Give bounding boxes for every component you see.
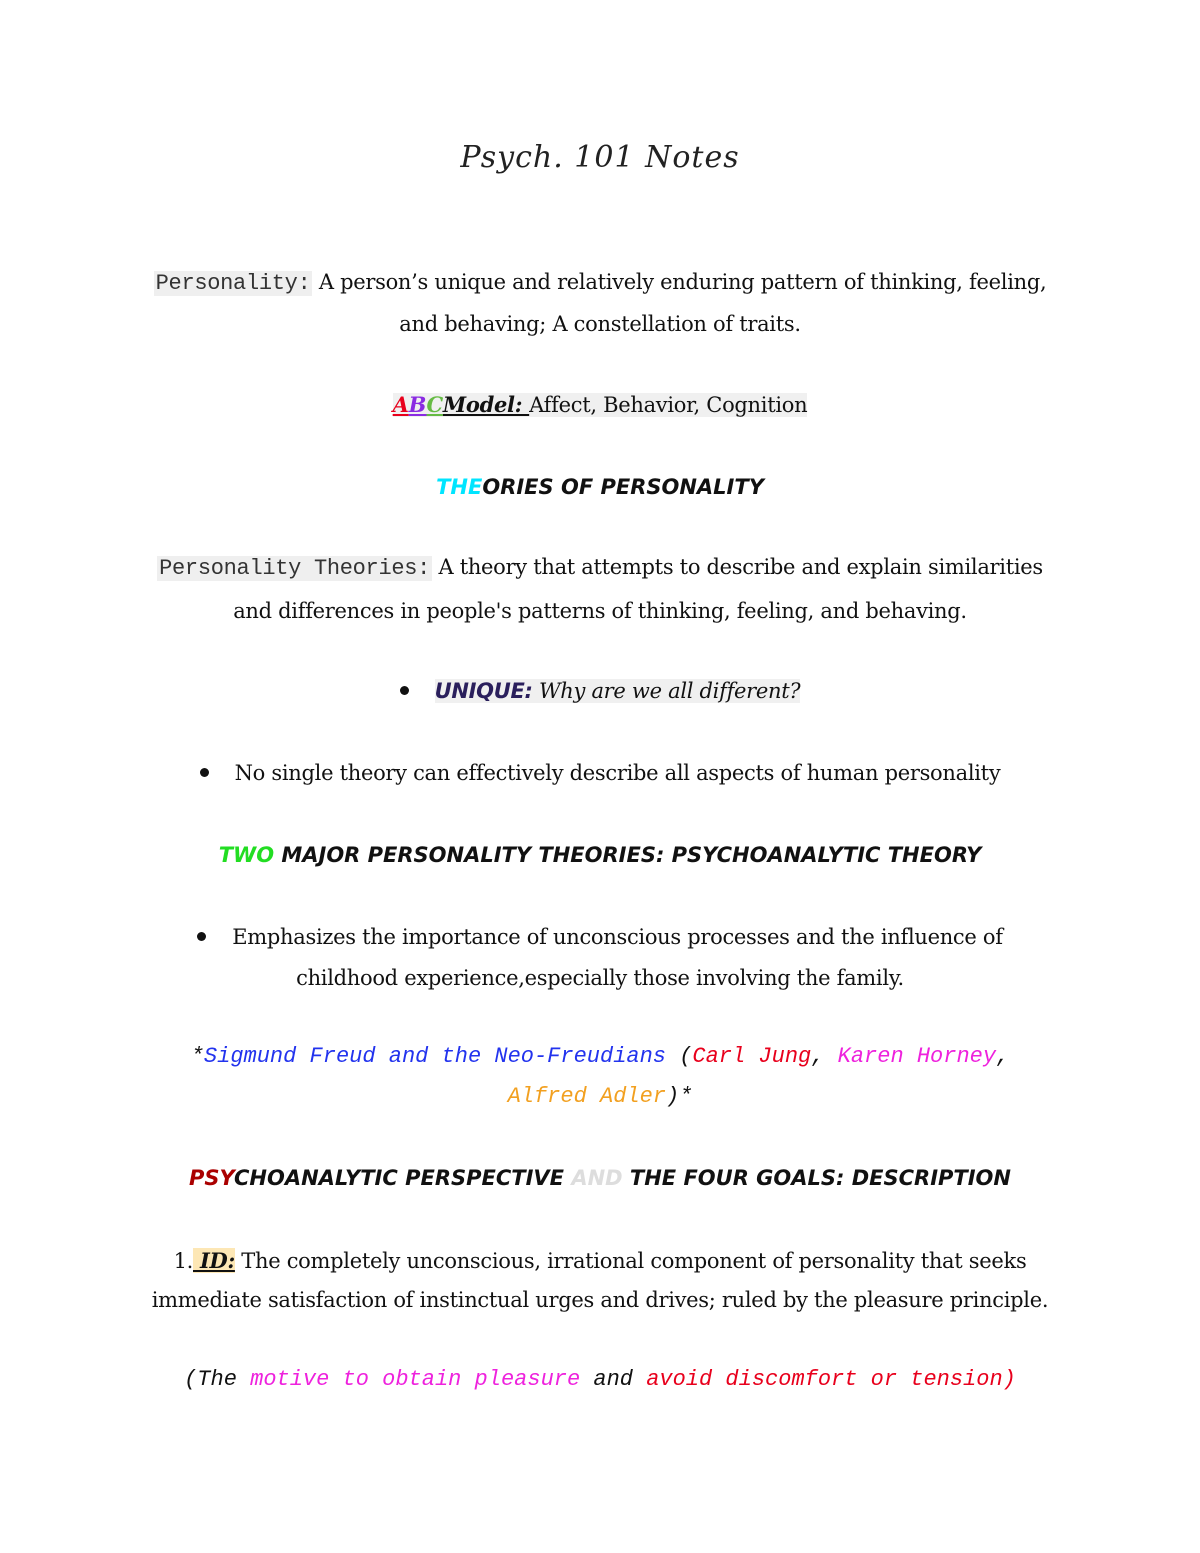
- freud-line1: [0, 1044, 1200, 1069]
- personality-theories-line1: [0, 555, 1200, 581]
- personality-theories-def1: A theory that attempts to describe and explain similarities: [432, 555, 1043, 579]
- two-major-two: TWO: [218, 843, 275, 867]
- personality-theories-line2: and differences in people's patterns of thinking, feeling, and behaving.: [233, 599, 967, 623]
- two-major-rest: MAJOR PERSONALITY THEORIES: PSYCHOANALYTIC THEORY: [274, 843, 982, 867]
- motive-pleasure: motive to obtain pleasure: [250, 1367, 581, 1392]
- abc-a: A: [392, 392, 409, 417]
- abc-c: C: [426, 392, 443, 417]
- psychoanalytic-heading: [0, 1166, 1200, 1190]
- freud-star-open: *: [190, 1044, 204, 1069]
- bullet-no-single: [0, 761, 1200, 785]
- id-label: ID:: [193, 1248, 235, 1273]
- freud-line2: [0, 1084, 1200, 1109]
- personality-definition-line1: [0, 270, 1200, 296]
- unique-text: Why are we all different?: [532, 679, 801, 703]
- two-major-heading: [0, 843, 1200, 867]
- page-title: Psych. 101 Notes: [460, 140, 740, 175]
- id-text1: The completely unconscious, irrational component of personality that seeks: [234, 1249, 1027, 1273]
- freud-close: )*: [666, 1084, 693, 1109]
- theories-heading-rest: ORIES OF PERSONALITY: [482, 475, 764, 499]
- personality-term: Personality:: [155, 271, 311, 296]
- no-single-text: No single theory can effectively describe all aspects of human personality: [234, 761, 1001, 785]
- bullet-unique: [0, 679, 1200, 703]
- id-line1: [0, 1248, 1200, 1273]
- bullet-dot: [200, 768, 209, 777]
- abc-model-rest: Affect, Behavior, Cognition: [529, 393, 808, 417]
- motive-and: and: [580, 1367, 647, 1392]
- psy-heading-and: AND: [571, 1166, 623, 1190]
- bullet-dot: [400, 686, 409, 695]
- bullet-emphasizes-line1: [0, 925, 1200, 949]
- emphasizes-text1: Emphasizes the importance of unconscious processes and the influence of: [232, 925, 1003, 949]
- freud-jung: Carl Jung: [692, 1044, 812, 1069]
- id-number: 1.: [173, 1249, 193, 1273]
- freud-paren-open: (: [666, 1044, 693, 1069]
- abc-model-line: [0, 392, 1200, 417]
- motive-avoid: avoid discomfort or tension: [646, 1367, 1003, 1392]
- unique-label: UNIQUE:: [434, 679, 533, 703]
- freud-comma2: ,: [996, 1044, 1010, 1069]
- abc-model-label: Model:: [442, 392, 530, 417]
- motive-open: (The: [184, 1367, 251, 1392]
- personality-def-text1: A person’s unique and relatively enduring pattern of thinking, feeling,: [312, 270, 1047, 294]
- psy-heading-rest2: THE FOUR GOALS: DESCRIPTION: [622, 1166, 1011, 1190]
- emphasizes-line2: childhood experience,especially those involving the family.: [296, 966, 904, 990]
- id-line2: immediate satisfaction of instinctual urges and drives; ruled by the pleasure principle.: [151, 1288, 1049, 1312]
- abc-model-highlight: [393, 393, 808, 417]
- motive-close: ): [1002, 1367, 1016, 1392]
- abc-b: B: [408, 392, 427, 417]
- motive-line: [0, 1367, 1200, 1392]
- freud-comma1: ,: [811, 1044, 838, 1069]
- personality-definition-line2: and behaving; A constellation of traits.: [399, 312, 801, 336]
- bullet-dot: [197, 932, 206, 941]
- freud-sigmund: Sigmund Freud and the Neo-Freudians: [203, 1044, 666, 1069]
- personality-theories-term: Personality Theories:: [159, 556, 431, 581]
- theories-heading-the: THE: [436, 475, 483, 499]
- freud-horney: Karen Horney: [837, 1044, 997, 1069]
- theories-heading: [0, 475, 1200, 499]
- psy-heading-psy: PSY: [189, 1166, 234, 1190]
- freud-adler: Alfred Adler: [507, 1084, 667, 1109]
- psy-heading-rest1: CHOANALYTIC PERSPECTIVE: [233, 1166, 572, 1190]
- unique-highlight: [435, 679, 801, 703]
